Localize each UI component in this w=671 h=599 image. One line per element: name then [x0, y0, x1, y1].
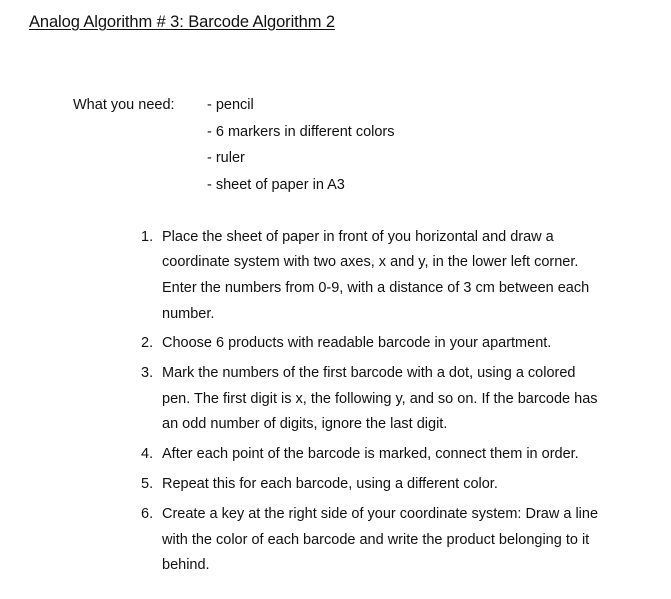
step-text-line: pen. The first digit is x, the following y, and so on. If the barcode has	[162, 391, 598, 407]
step-text-line: with the color of each barcode and write the product belonging to it	[162, 532, 590, 548]
step-text-line: number.	[162, 306, 215, 322]
materials-label: What you need:	[73, 97, 175, 113]
materials-item: - pencil	[207, 97, 254, 113]
step-number: 4.	[141, 446, 154, 462]
step-text-line: Mark the numbers of the first barcode with a dot, using a colored	[162, 365, 576, 381]
step-number: 5.	[141, 476, 154, 492]
step-text-line: coordinate system with two axes, x and y, in the lower left corner.	[162, 254, 579, 270]
step-text-line: After each point of the barcode is marked, connect them in order.	[162, 446, 579, 462]
step-text-line: Enter the numbers from 0-9, with a distance of 3 cm between each	[162, 280, 590, 296]
step-text-line: an odd number of digits, ignore the last digit.	[162, 416, 448, 432]
materials-item: - ruler	[207, 150, 245, 166]
materials-item: - 6 markers in different colors	[207, 124, 395, 140]
step-number: 1.	[141, 229, 154, 245]
step-text-line: Choose 6 products with readable barcode in your apartment.	[162, 335, 552, 351]
step-number: 6.	[141, 506, 154, 522]
page-title: Analog Algorithm # 3: Barcode Algorithm 2	[29, 13, 335, 31]
step-number: 3.	[141, 365, 154, 381]
step-text-line: Repeat this for each barcode, using a different color.	[162, 476, 498, 492]
step-text-line: Place the sheet of paper in front of you horizontal and draw a	[162, 229, 554, 245]
step-number: 2.	[141, 335, 154, 351]
materials-item: - sheet of paper in A3	[207, 177, 345, 193]
step-text-line: behind.	[162, 557, 210, 573]
step-text-line: Create a key at the right side of your coordinate system: Draw a line	[162, 506, 599, 522]
